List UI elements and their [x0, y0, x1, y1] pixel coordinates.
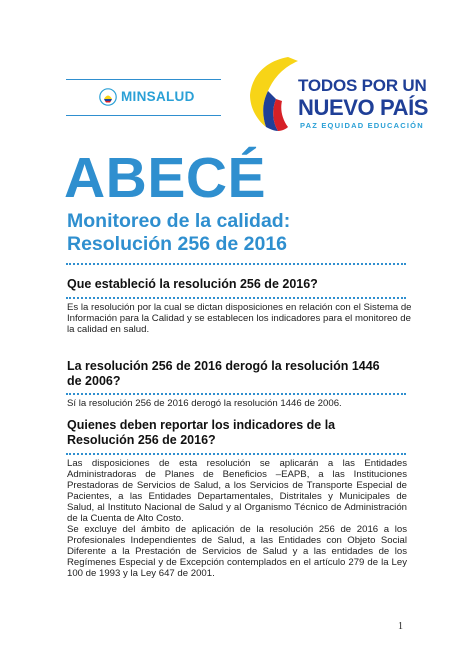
answer-3-paragraph-2: Se excluye del ámbito de aplicación de la resolución 256 de 2016 a los Profesionales Independientes de Salud, a las Entidades con Objeto Social Diferente a la Prestación de Servicios de Salud y a las entidades de los Regímenes Especial y de Excepción contemplados en el artículo 279 de la Ley 100 de 1993 y la Ley 647 de 2001.: [67, 524, 407, 579]
subtitle-line2: Resolución 256 de 2016: [67, 233, 288, 255]
gov-slogan-line2: NUEVO PAÍS: [298, 95, 429, 120]
divider: [66, 393, 406, 395]
todos-por-un-nuevo-pais-logo: [246, 55, 436, 133]
question-3: Quienes deben reportar los indicadores de la Resolución 256 de 2016?: [67, 418, 336, 447]
gov-slogan-line1: TODOS POR UN: [298, 76, 427, 95]
subtitle: [67, 210, 290, 256]
question-1: Que estableció la resolución 256 de 2016?: [67, 277, 318, 291]
divider: [66, 263, 406, 265]
question-2: La resolución 256 de 2016 derogó la resolución 1446 de 2006?: [67, 359, 380, 388]
logo-rule-bottom: [66, 115, 221, 116]
minsalud-logo: [66, 79, 221, 115]
subtitle-line1: Monitoreo de la calidad:: [67, 210, 291, 232]
answer-3-paragraph-1: Las disposiciones de esta resolución se aplicarán a las Entidades Administradoras de Planes de Beneficios –EAPB, a las Instituciones Prestadoras de Servicios de Salud, a los Servicios de Transporte Especial de Pacientes, a las Entidades Departamentales, Distritales y Municipales de Salud, al Instituto Nacional de Salud y al Organismo Técnico de Administración de la Cuenta de Alto Costo.: [67, 458, 407, 524]
minsalud-label: MINSALUD: [121, 89, 195, 104]
answer-1: Es la resolución por la cual se dictan disposiciones en relación con el Sistema de Información para la Calidad y se establecen los indicadores para el monitoreo de la calidad en salud.: [67, 302, 412, 335]
divider: [66, 453, 406, 455]
answer-3: [67, 458, 407, 579]
page-title: ABECÉ: [64, 146, 267, 210]
logo-rule-top: [66, 79, 221, 80]
flag-swoosh-icon: [246, 55, 302, 133]
divider: [66, 297, 406, 299]
page-number: 1: [398, 621, 403, 632]
answer-2: Sí la resolución 256 de 2016 derogó la resolución 1446 de 2006.: [67, 398, 342, 409]
colombia-seal-icon: [99, 88, 117, 106]
gov-tagline: PAZ EQUIDAD EDUCACIÓN: [300, 121, 424, 130]
